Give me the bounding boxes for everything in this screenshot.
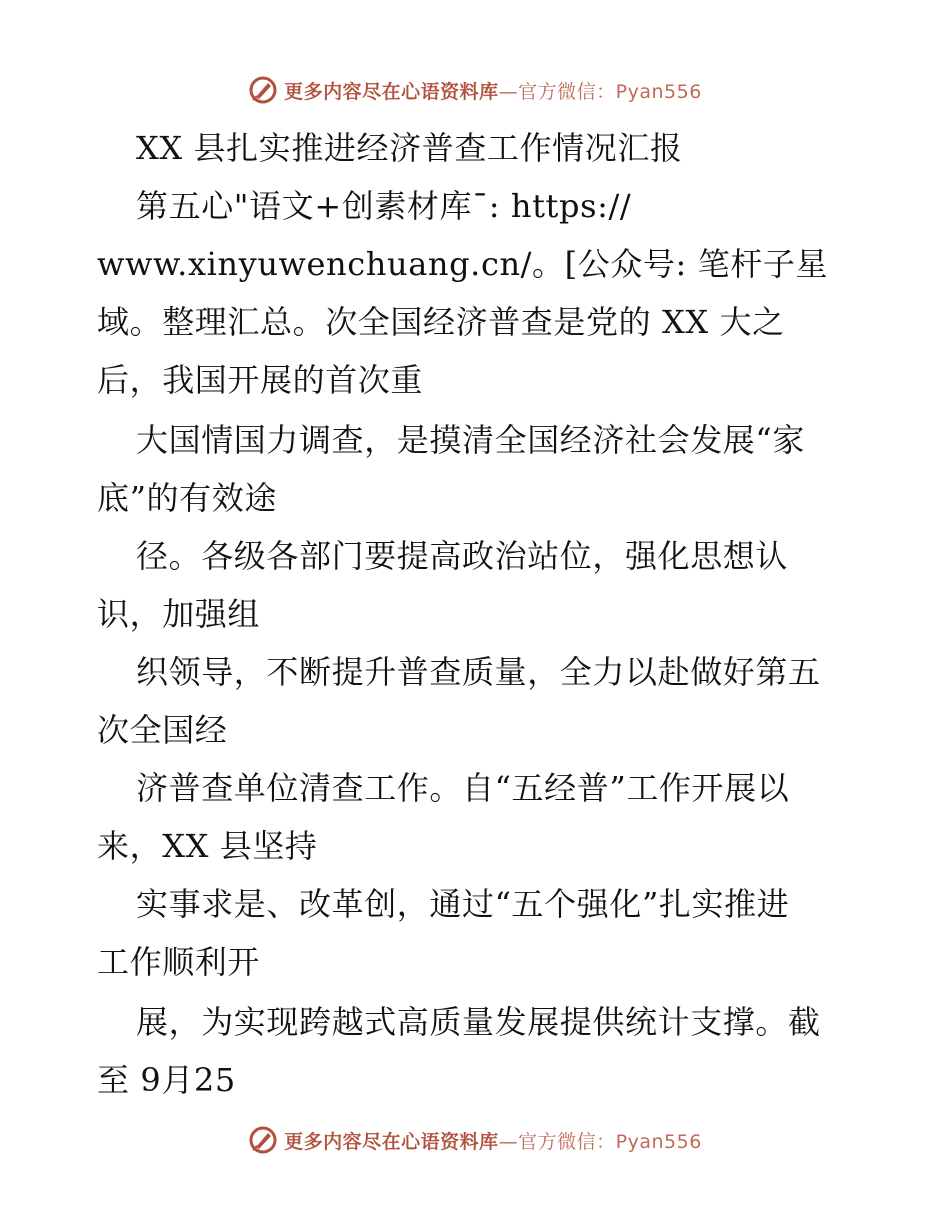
paragraph-line: 织领导，不断提升普查质量，全力以赴做好第五: [136, 653, 821, 691]
paragraph-line: 后，我国开展的首次重: [97, 361, 424, 399]
paragraph-line: 至 9月25: [97, 1061, 236, 1099]
paragraph-line: 径。各级各部门要提高政治站位，强化思想认: [136, 537, 789, 575]
header-watermark-banner: [0, 70, 950, 110]
paragraph-line: 实事求是、改革创，通过“五个强化”扎实推进: [136, 885, 790, 923]
paragraph-line: 济普查单位清查工作。自“五经普”工作开展以: [136, 769, 790, 807]
footer-watermark-banner: [0, 1120, 950, 1160]
paragraph-line: 域。整理汇总。次全国经济普查是党的 XX 大之: [97, 303, 785, 341]
header-banner-text: [284, 77, 702, 104]
paragraph-line: 第五心"语文+创素材库¯: https://: [136, 187, 632, 225]
header-banner-rest: —官方微信：Pyan556: [498, 80, 702, 103]
quill-logo-icon: [248, 75, 278, 105]
paragraph-line: 展，为实现跨越式高质量发展提供统计支撑。截: [136, 1003, 821, 1041]
paragraph-line: 次全国经: [97, 711, 228, 749]
footer-banner-text: [284, 1127, 702, 1154]
footer-banner-bold: 更多内容尽在心语资料库: [284, 1130, 499, 1153]
document-title: XX 县扎实推进经济普查工作情况汇报: [136, 129, 683, 167]
paragraph-line: 大国情国力调查，是摸清全国经济社会发展“家: [136, 421, 805, 459]
paragraph-line: 底”的有效途: [97, 479, 277, 517]
header-banner-bold: 更多内容尽在心语资料库: [284, 80, 499, 103]
paragraph-line: 工作顺利开: [97, 943, 261, 981]
paragraph-line: 识，加强组: [97, 595, 261, 633]
footer-banner-rest: —官方微信：Pyan556: [498, 1130, 702, 1153]
quill-logo-icon: [248, 1125, 278, 1155]
paragraph-line: 来，XX 县坚持: [97, 827, 318, 865]
paragraph-line: www.xinyuwenchuang.cn/。[公众号: 笔杆子星: [97, 245, 829, 283]
